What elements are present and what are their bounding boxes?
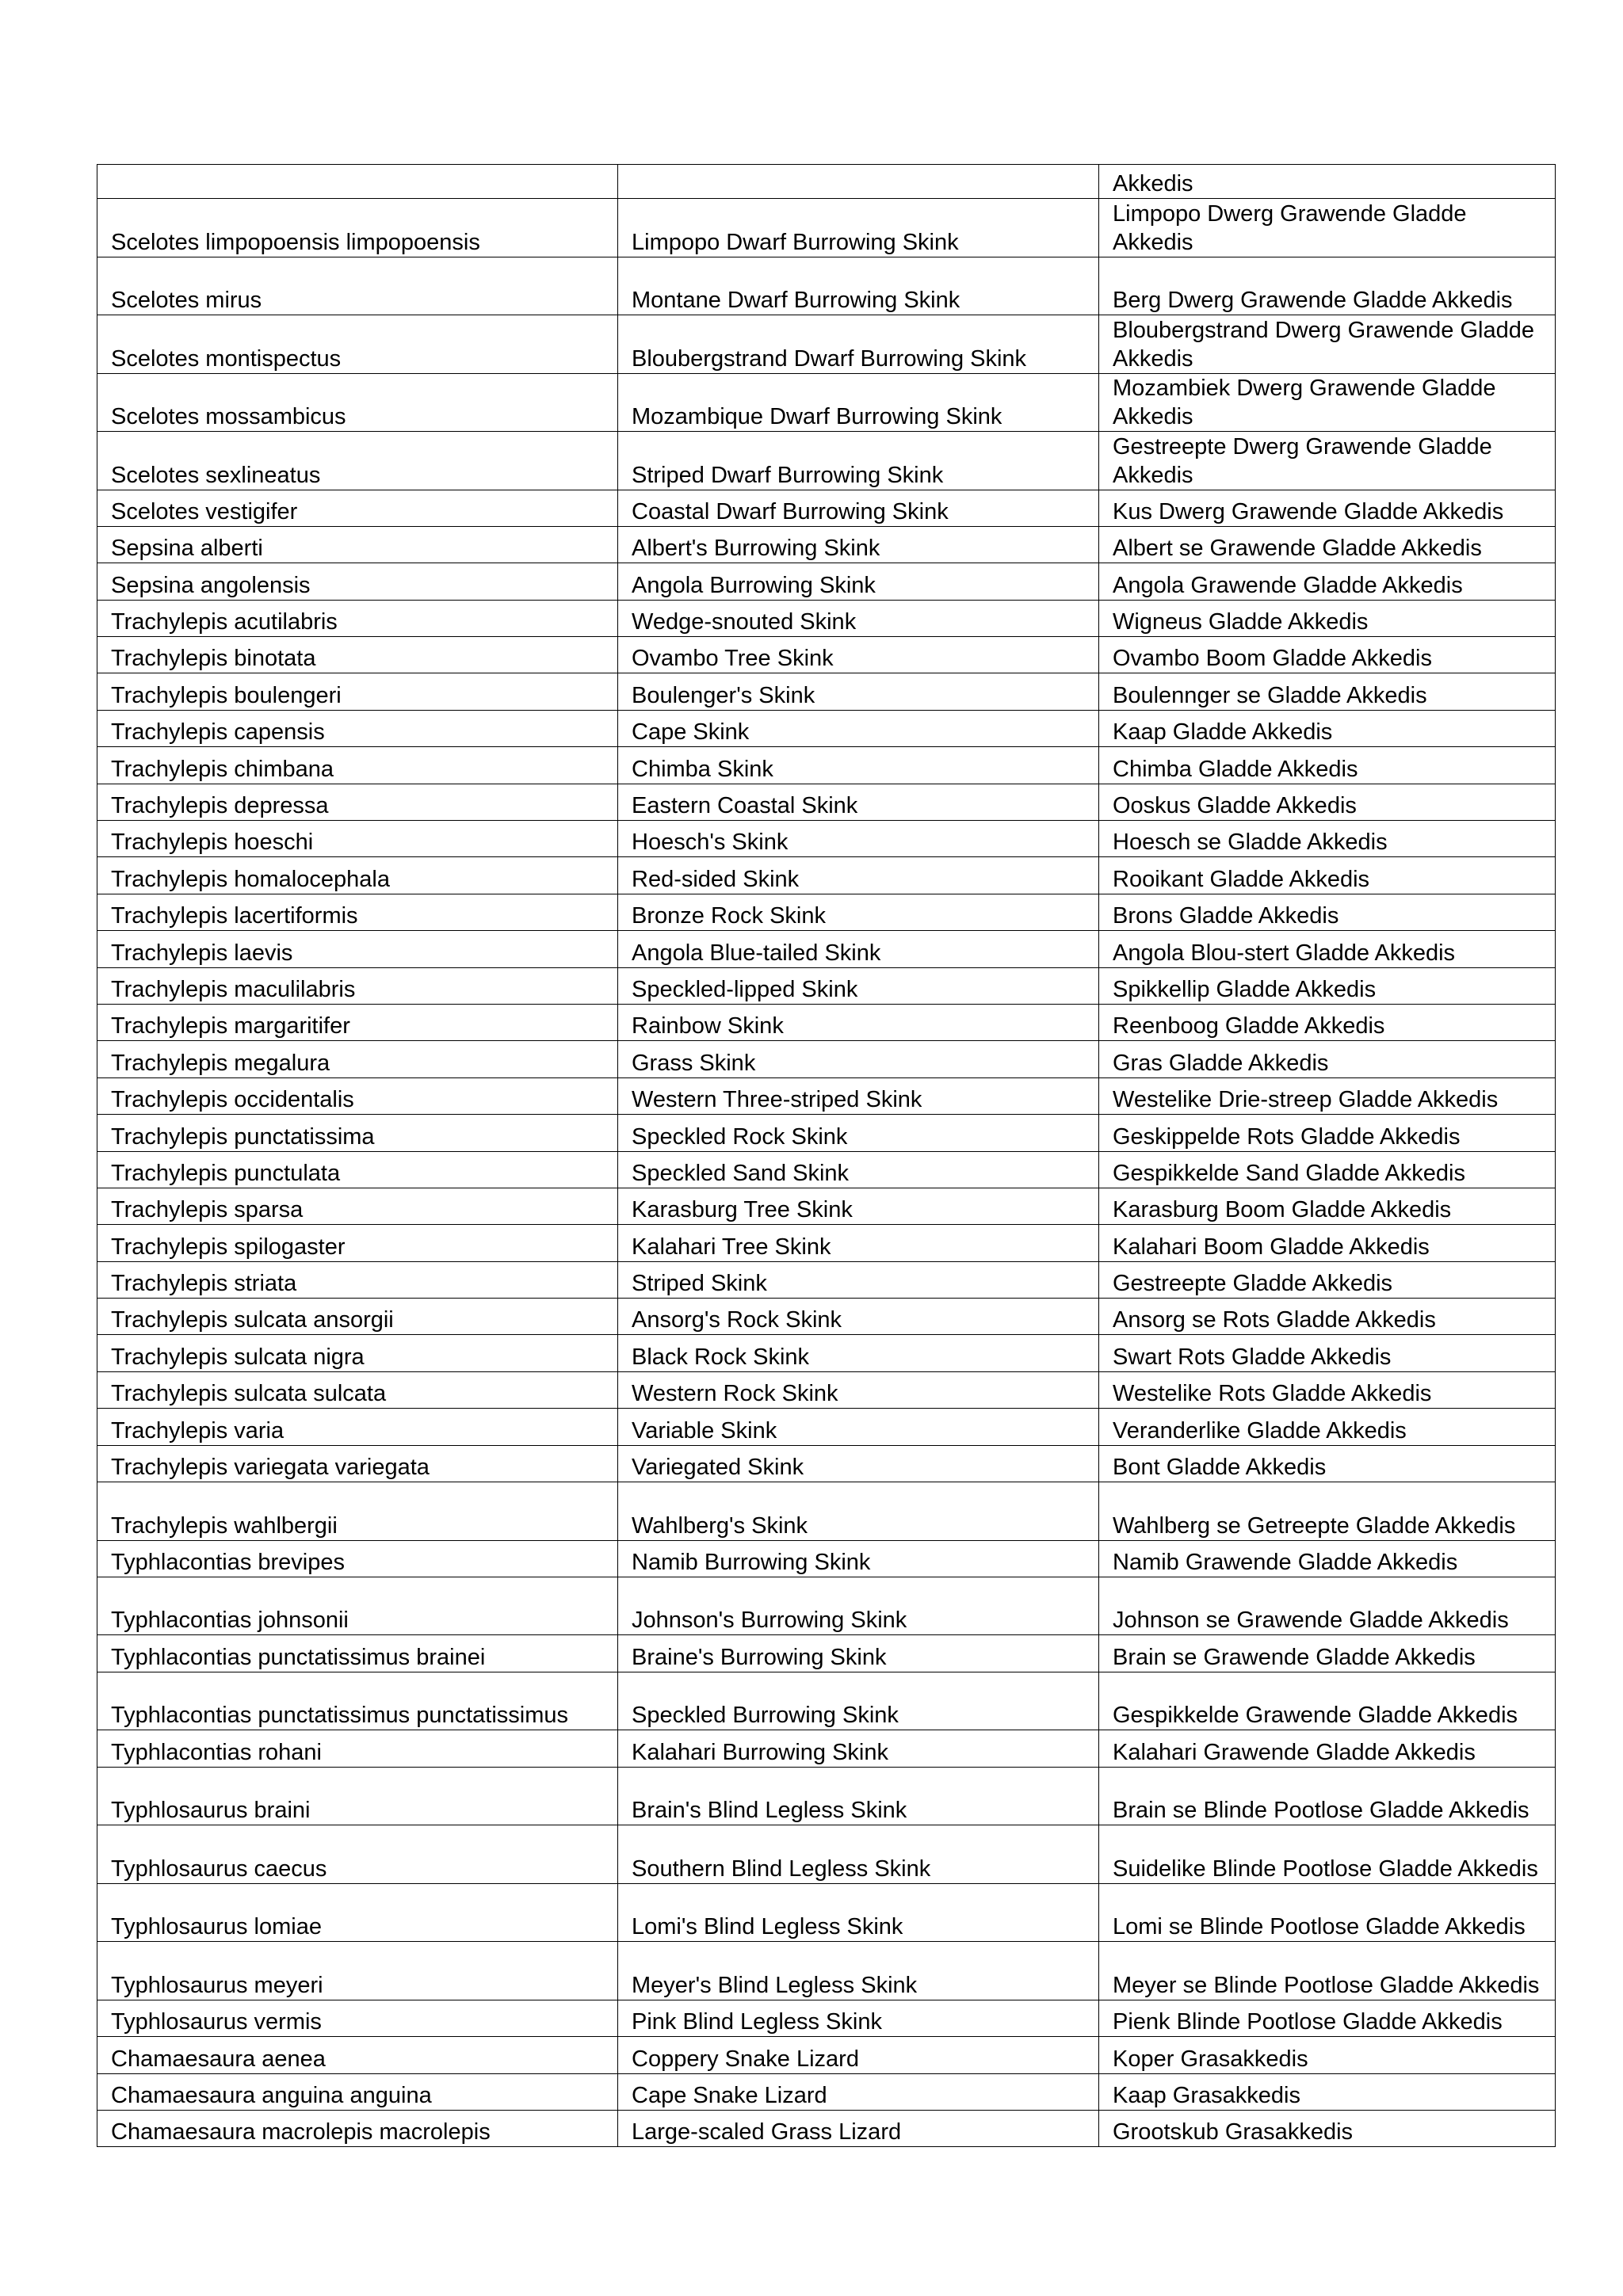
afrikaans-name-cell: Ooskus Gladde Akkedis [1099,784,1556,820]
table-row [97,600,1556,636]
english-name-cell: Brain's Blind Legless Skink [618,1767,1099,1825]
table-row [97,2037,1556,2073]
scientific-name-cell: Scelotes montispectus [97,315,618,374]
scientific-name-cell: Trachylepis megalura [97,1041,618,1077]
table-row [97,1825,1556,1884]
afrikaans-name-cell: Albert se Grawende Gladde Akkedis [1099,526,1556,563]
afrikaans-name-cell: Brain se Blinde Pootlose Gladde Akkedis [1099,1767,1556,1825]
table-row [97,747,1556,784]
table-row [97,199,1556,257]
afrikaans-name-cell: Spikkellip Gladde Akkedis [1099,967,1556,1004]
table-row [97,967,1556,1004]
afrikaans-name-cell: Boulennger se Gladde Akkedis [1099,673,1556,710]
english-name-cell: Angola Blue-tailed Skink [618,931,1099,967]
scientific-name-cell: Typhlosaurus lomiae [97,1883,618,1942]
english-name-cell: Albert's Burrowing Skink [618,526,1099,563]
table-row [97,1409,1556,1445]
afrikaans-name-cell: Wahlberg se Getreepte Gladde Akkedis [1099,1482,1556,1541]
table-row [97,2000,1556,2036]
afrikaans-name-cell: Angola Grawende Gladde Akkedis [1099,563,1556,600]
english-name-cell: Speckled Burrowing Skink [618,1672,1099,1730]
scientific-name-cell: Trachylepis depressa [97,784,618,820]
english-name-cell: Southern Blind Legless Skink [618,1825,1099,1884]
scientific-name-cell: Scelotes mossambicus [97,373,618,432]
scientific-name-cell: Typhlacontias brevipes [97,1540,618,1577]
table-row [97,1942,1556,2000]
english-name-cell: Red-sided Skink [618,857,1099,894]
table-row [97,1077,1556,1114]
table-row [97,894,1556,930]
table-row [97,1188,1556,1224]
scientific-name-cell: Sepsina alberti [97,526,618,563]
afrikaans-name-cell: Reenboog Gladde Akkedis [1099,1004,1556,1040]
scientific-name-cell: Typhlacontias rohani [97,1730,618,1767]
scientific-name-cell: Trachylepis laevis [97,931,618,967]
afrikaans-name-cell: Bloubergstrand Dwerg Grawende Gladde Akkedis [1099,315,1556,374]
english-name-cell: Wedge-snouted Skink [618,600,1099,636]
table-row [97,1635,1556,1672]
english-name-cell: Striped Skink [618,1261,1099,1298]
table-row [97,637,1556,673]
english-name-cell: Braine's Burrowing Skink [618,1635,1099,1672]
table-row [97,1540,1556,1577]
afrikaans-name-cell: Kaap Gladde Akkedis [1099,710,1556,746]
english-name-cell: Coppery Snake Lizard [618,2037,1099,2073]
english-name-cell: Striped Dwarf Burrowing Skink [618,432,1099,490]
afrikaans-name-cell: Ovambo Boom Gladde Akkedis [1099,637,1556,673]
english-name-cell: Eastern Coastal Skink [618,784,1099,820]
english-name-cell: Angola Burrowing Skink [618,563,1099,600]
scientific-name-cell: Trachylepis boulengeri [97,673,618,710]
scientific-name-cell: Typhlacontias punctatissimus punctatissimus [97,1672,618,1730]
table-row [97,784,1556,820]
table-row [97,1730,1556,1767]
afrikaans-name-cell: Westelike Drie-streep Gladde Akkedis [1099,1077,1556,1114]
afrikaans-name-cell: Karasburg Boom Gladde Akkedis [1099,1188,1556,1224]
english-name-cell: Wahlberg's Skink [618,1482,1099,1541]
english-name-cell: Limpopo Dwarf Burrowing Skink [618,199,1099,257]
table-row [97,432,1556,490]
scientific-name-cell: Trachylepis capensis [97,710,618,746]
english-name-cell: Kalahari Tree Skink [618,1225,1099,1261]
scientific-name-cell: Trachylepis sulcata nigra [97,1335,618,1371]
scientific-name-cell: Typhlacontias johnsonii [97,1577,618,1635]
table-row [97,165,1556,199]
scientific-name-cell: Typhlosaurus meyeri [97,1942,618,2000]
english-name-cell: Chimba Skink [618,747,1099,784]
afrikaans-name-cell: Mozambiek Dwerg Grawende Gladde Akkedis [1099,373,1556,432]
species-table-body [97,165,1556,2147]
afrikaans-name-cell: Bont Gladde Akkedis [1099,1445,1556,1482]
english-name-cell: Karasburg Tree Skink [618,1188,1099,1224]
afrikaans-name-cell: Koper Grasakkedis [1099,2037,1556,2073]
afrikaans-name-cell: Berg Dwerg Grawende Gladde Akkedis [1099,257,1556,315]
table-row [97,2073,1556,2110]
table-row [97,1261,1556,1298]
afrikaans-name-cell: Geskippelde Rots Gladde Akkedis [1099,1115,1556,1151]
scientific-name-cell: Typhlacontias punctatissimus brainei [97,1635,618,1672]
english-name-cell: Johnson's Burrowing Skink [618,1577,1099,1635]
english-name-cell: Kalahari Burrowing Skink [618,1730,1099,1767]
afrikaans-name-cell: Brons Gladde Akkedis [1099,894,1556,930]
scientific-name-cell [97,165,618,199]
english-name-cell: Black Rock Skink [618,1335,1099,1371]
scientific-name-cell: Trachylepis sulcata sulcata [97,1371,618,1408]
table-row [97,1445,1556,1482]
english-name-cell: Boulenger's Skink [618,673,1099,710]
scientific-name-cell: Trachylepis margaritifer [97,1004,618,1040]
english-name-cell: Hoesch's Skink [618,821,1099,857]
scientific-name-cell: Trachylepis hoeschi [97,821,618,857]
scientific-name-cell: Typhlosaurus braini [97,1767,618,1825]
table-row [97,1767,1556,1825]
table-row [97,1883,1556,1942]
english-name-cell: Meyer's Blind Legless Skink [618,1942,1099,2000]
english-name-cell: Mozambique Dwarf Burrowing Skink [618,373,1099,432]
scientific-name-cell: Scelotes sexlineatus [97,432,618,490]
table-row [97,1371,1556,1408]
english-name-cell: Speckled Rock Skink [618,1115,1099,1151]
afrikaans-name-cell: Pienk Blinde Pootlose Gladde Akkedis [1099,2000,1556,2036]
english-name-cell: Western Three-striped Skink [618,1077,1099,1114]
english-name-cell: Coastal Dwarf Burrowing Skink [618,490,1099,526]
english-name-cell: Rainbow Skink [618,1004,1099,1040]
afrikaans-name-cell: Angola Blou-stert Gladde Akkedis [1099,931,1556,967]
table-row [97,2110,1556,2146]
table-row [97,1225,1556,1261]
english-name-cell: Large-scaled Grass Lizard [618,2110,1099,2146]
scientific-name-cell: Typhlosaurus caecus [97,1825,618,1884]
afrikaans-name-cell: Akkedis [1099,165,1556,199]
english-name-cell: Speckled Sand Skink [618,1151,1099,1188]
afrikaans-name-cell: Meyer se Blinde Pootlose Gladde Akkedis [1099,1942,1556,2000]
scientific-name-cell: Trachylepis lacertiformis [97,894,618,930]
afrikaans-name-cell: Suidelike Blinde Pootlose Gladde Akkedis [1099,1825,1556,1884]
scientific-name-cell: Trachylepis striata [97,1261,618,1298]
scientific-name-cell: Trachylepis occidentalis [97,1077,618,1114]
table-row [97,857,1556,894]
afrikaans-name-cell: Namib Grawende Gladde Akkedis [1099,1540,1556,1577]
table-row [97,1041,1556,1077]
scientific-name-cell: Scelotes mirus [97,257,618,315]
afrikaans-name-cell: Lomi se Blinde Pootlose Gladde Akkedis [1099,1883,1556,1942]
english-name-cell [618,165,1099,199]
afrikaans-name-cell: Johnson se Grawende Gladde Akkedis [1099,1577,1556,1635]
english-name-cell: Cape Skink [618,710,1099,746]
english-name-cell: Grass Skink [618,1041,1099,1077]
scientific-name-cell: Trachylepis maculilabris [97,967,618,1004]
scientific-name-cell: Trachylepis spilogaster [97,1225,618,1261]
table-row [97,673,1556,710]
scientific-name-cell: Trachylepis sparsa [97,1188,618,1224]
scientific-name-cell: Trachylepis chimbana [97,747,618,784]
table-row [97,1482,1556,1541]
scientific-name-cell: Trachylepis acutilabris [97,600,618,636]
scientific-name-cell: Chamaesaura macrolepis macrolepis [97,2110,618,2146]
table-row [97,315,1556,374]
species-names-table [97,164,1556,2147]
afrikaans-name-cell: Gras Gladde Akkedis [1099,1041,1556,1077]
table-row [97,1115,1556,1151]
afrikaans-name-cell: Wigneus Gladde Akkedis [1099,600,1556,636]
table-row [97,710,1556,746]
table-row [97,373,1556,432]
english-name-cell: Variable Skink [618,1409,1099,1445]
english-name-cell: Speckled-lipped Skink [618,967,1099,1004]
afrikaans-name-cell: Hoesch se Gladde Akkedis [1099,821,1556,857]
afrikaans-name-cell: Gestreepte Gladde Akkedis [1099,1261,1556,1298]
afrikaans-name-cell: Gespikkelde Grawende Gladde Akkedis [1099,1672,1556,1730]
scientific-name-cell: Trachylepis variegata variegata [97,1445,618,1482]
afrikaans-name-cell: Kaap Grasakkedis [1099,2073,1556,2110]
afrikaans-name-cell: Kalahari Boom Gladde Akkedis [1099,1225,1556,1261]
table-row [97,1004,1556,1040]
english-name-cell: Variegated Skink [618,1445,1099,1482]
english-name-cell: Ovambo Tree Skink [618,637,1099,673]
scientific-name-cell: Sepsina angolensis [97,563,618,600]
english-name-cell: Bronze Rock Skink [618,894,1099,930]
afrikaans-name-cell: Swart Rots Gladde Akkedis [1099,1335,1556,1371]
afrikaans-name-cell: Ansorg se Rots Gladde Akkedis [1099,1299,1556,1335]
table-row [97,821,1556,857]
english-name-cell: Namib Burrowing Skink [618,1540,1099,1577]
afrikaans-name-cell: Veranderlike Gladde Akkedis [1099,1409,1556,1445]
afrikaans-name-cell: Brain se Grawende Gladde Akkedis [1099,1635,1556,1672]
afrikaans-name-cell: Gestreepte Dwerg Grawende Gladde Akkedis [1099,432,1556,490]
scientific-name-cell: Trachylepis binotata [97,637,618,673]
scientific-name-cell: Trachylepis punctatissima [97,1115,618,1151]
afrikaans-name-cell: Kalahari Grawende Gladde Akkedis [1099,1730,1556,1767]
table-row [97,526,1556,563]
afrikaans-name-cell: Rooikant Gladde Akkedis [1099,857,1556,894]
table-row [97,563,1556,600]
english-name-cell: Montane Dwarf Burrowing Skink [618,257,1099,315]
table-row [97,1299,1556,1335]
afrikaans-name-cell: Grootskub Grasakkedis [1099,2110,1556,2146]
english-name-cell: Pink Blind Legless Skink [618,2000,1099,2036]
afrikaans-name-cell: Limpopo Dwerg Grawende Gladde Akkedis [1099,199,1556,257]
english-name-cell: Lomi's Blind Legless Skink [618,1883,1099,1942]
table-row [97,1335,1556,1371]
table-row [97,257,1556,315]
scientific-name-cell: Trachylepis punctulata [97,1151,618,1188]
afrikaans-name-cell: Chimba Gladde Akkedis [1099,747,1556,784]
scientific-name-cell: Typhlosaurus vermis [97,2000,618,2036]
table-row [97,1577,1556,1635]
scientific-name-cell: Chamaesaura aenea [97,2037,618,2073]
table-row [97,931,1556,967]
table-row [97,490,1556,526]
table-row [97,1151,1556,1188]
table-row [97,1672,1556,1730]
scientific-name-cell: Trachylepis varia [97,1409,618,1445]
scientific-name-cell: Scelotes vestigifer [97,490,618,526]
scientific-name-cell: Trachylepis sulcata ansorgii [97,1299,618,1335]
english-name-cell: Bloubergstrand Dwarf Burrowing Skink [618,315,1099,374]
english-name-cell: Western Rock Skink [618,1371,1099,1408]
afrikaans-name-cell: Gespikkelde Sand Gladde Akkedis [1099,1151,1556,1188]
scientific-name-cell: Chamaesaura anguina anguina [97,2073,618,2110]
scientific-name-cell: Trachylepis wahlbergii [97,1482,618,1541]
english-name-cell: Ansorg's Rock Skink [618,1299,1099,1335]
afrikaans-name-cell: Westelike Rots Gladde Akkedis [1099,1371,1556,1408]
afrikaans-name-cell: Kus Dwerg Grawende Gladde Akkedis [1099,490,1556,526]
scientific-name-cell: Trachylepis homalocephala [97,857,618,894]
scientific-name-cell: Scelotes limpopoensis limpopoensis [97,199,618,257]
english-name-cell: Cape Snake Lizard [618,2073,1099,2110]
